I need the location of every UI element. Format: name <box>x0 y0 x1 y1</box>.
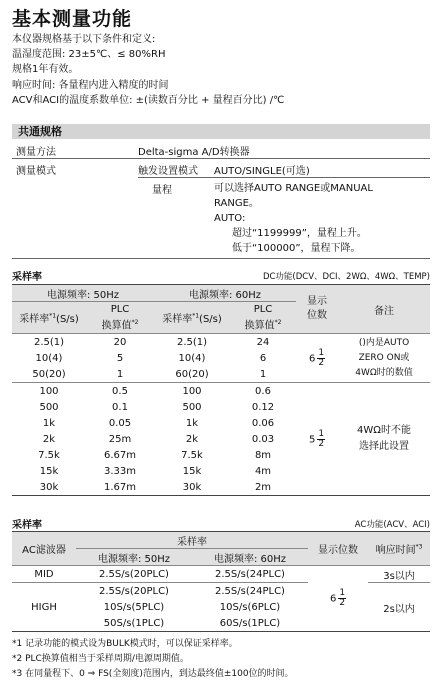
table-row <box>12 583 430 600</box>
table-cell: 1k <box>42 417 56 429</box>
header-text: 采样率 <box>162 314 193 325</box>
common-spec-heading: 共通规格 <box>12 124 430 139</box>
dc-sampling-heading: 采样率 <box>12 272 42 283</box>
table-cell: 1 <box>259 368 267 380</box>
ac-sampling-heading: 采样率 <box>12 520 42 531</box>
table-cell: 10S/s(5PLC) <box>103 601 165 613</box>
trigger-label: 触发设置模式 <box>138 166 198 177</box>
remark-text: 选择此设置 <box>359 441 409 452</box>
table-cell: 0.05 <box>108 417 132 429</box>
table-cell: 2s以内 <box>383 603 415 615</box>
range-line: AUTO: <box>214 213 246 224</box>
header-text: (S/s) <box>199 314 222 325</box>
footnote: *2 PLC换算值相当于采样周期/电源周期值。 <box>12 654 189 664</box>
table-cell: 1.67m <box>103 481 136 493</box>
table-row <box>12 566 430 583</box>
auto-down-text: 低于“100000”，量程下降。 <box>232 243 361 254</box>
intro-block <box>12 32 284 108</box>
table-cell: 15k <box>39 465 59 477</box>
footnote-mark: *2 <box>274 318 282 326</box>
footnote-mark: *1 <box>192 312 200 320</box>
dc-header-rate <box>12 302 86 334</box>
dc-digits-cell-a <box>296 334 338 383</box>
dc-digits-cell-b <box>296 383 338 496</box>
intro-line: 响应时间: 各量程内进入精度的时间 <box>12 79 169 91</box>
fraction-denominator: 2 <box>318 438 325 449</box>
method-value: Delta-sigma A/D转换器 <box>138 147 250 158</box>
fraction-denominator: 2 <box>318 357 325 368</box>
divider <box>12 158 430 159</box>
table-cell: 7.5k <box>181 449 203 461</box>
trigger-value: AUTO/SINGLE(可选) <box>214 166 310 177</box>
table-cell: 20 <box>113 336 127 348</box>
header-text: 位数 <box>307 310 327 321</box>
ac-header-60hz: 电源频率: 60Hz <box>192 549 308 566</box>
table-cell: 0.12 <box>251 401 275 413</box>
ac-digits-cell <box>308 566 368 632</box>
table-cell: 50S/s(1PLC) <box>103 617 165 629</box>
dc-remark-cell-a <box>338 334 430 383</box>
range-line: RANGE。 <box>214 198 259 209</box>
range-desc <box>214 181 373 256</box>
fraction <box>317 430 325 449</box>
table-cell: 10S/s(6PLC) <box>219 601 281 613</box>
range-line: 可以选择AUTO RANGE或MANUAL <box>214 183 373 194</box>
header-text: PLC <box>253 303 273 315</box>
digits-whole: 6 <box>308 353 316 364</box>
table-cell: 60(20) <box>175 368 209 380</box>
remark-text: 4WΩ时不能 <box>357 425 411 436</box>
table-cell: 0.5 <box>112 385 128 397</box>
table-cell: 24 <box>256 336 270 348</box>
footnote-mark: *3 <box>415 543 423 551</box>
ac-header-rate: 采样率 <box>76 532 308 549</box>
method-label: 测量方法 <box>16 147 56 158</box>
table-cell: 0.03 <box>251 433 275 445</box>
remark-text: ()内是AUTO <box>358 337 410 348</box>
table-cell: 10(4) <box>35 352 63 364</box>
footnote-mark: *1 <box>49 312 57 320</box>
table-cell: 25m <box>108 433 132 445</box>
table-cell: 2k <box>185 433 199 445</box>
table-cell: 2k <box>42 433 56 445</box>
digits-whole: 6 <box>329 593 337 605</box>
divider <box>138 177 430 178</box>
ac-sampling-table <box>12 531 430 632</box>
divider <box>12 258 430 259</box>
table-cell: 7.5k <box>38 449 60 461</box>
table-cell: 100 <box>39 385 59 397</box>
table-cell: 1 <box>116 368 124 380</box>
table-cell: 15k <box>182 465 202 477</box>
header-text: PLC <box>110 303 130 315</box>
table-cell: 30k <box>39 481 59 493</box>
intro-line: 规格1年有效。 <box>12 64 79 76</box>
header-text: 响应时间 <box>375 545 416 556</box>
ac-header-filter: AC滤波器 <box>12 532 76 566</box>
ac-function-note: AC功能(ACV、ACI) <box>354 520 430 530</box>
remark-text: ZERO ON或 <box>358 352 410 363</box>
ac-header-digits: 显示位数 <box>308 532 368 566</box>
header-text: 采样率 <box>19 314 50 325</box>
fraction-numerator: 1 <box>318 428 325 439</box>
footnote-mark: *2 <box>131 318 139 326</box>
table-cell: 10(4) <box>178 352 206 364</box>
dc-header-plc <box>230 302 296 334</box>
table-cell: 6.67m <box>103 449 136 461</box>
fraction <box>317 349 325 368</box>
ac-header-response <box>368 532 430 566</box>
dc-remark-cell-b <box>338 383 430 496</box>
table-row <box>12 383 430 400</box>
table-cell: 2.5S/s(20PLC) <box>99 585 169 597</box>
dc-header-60hz: 电源频率: 60Hz <box>154 285 296 302</box>
table-row <box>12 334 430 351</box>
header-text: 换算值 <box>244 320 275 332</box>
table-cell: 0.06 <box>251 417 275 429</box>
table-cell: 5 <box>116 352 124 364</box>
dc-function-note: DC功能(DCV、DCI、2WΩ、4WΩ、TEMP) <box>262 272 430 282</box>
table-cell: 3s以内 <box>383 570 415 582</box>
ac-header-50hz: 电源频率: 50Hz <box>76 549 192 566</box>
table-cell: HIGH <box>31 601 57 613</box>
table-cell: 0.6 <box>255 385 271 397</box>
table-cell: 60S/s(1PLC) <box>219 617 281 629</box>
table-cell: 4m <box>254 465 272 477</box>
dc-sampling-table <box>12 284 430 496</box>
digits-whole: 5 <box>308 434 316 445</box>
fraction-numerator: 1 <box>318 347 325 358</box>
intro-line: 本仪器规格基于以下条件和定义: <box>12 34 156 45</box>
fraction-denominator: 2 <box>339 598 346 608</box>
table-cell: 1k <box>185 417 199 429</box>
footnote: *3 在同量程下、0 ⇒ FS(全刻度)范围内，到达最终值±100位的时间。 <box>12 669 294 679</box>
table-cell: 0.1 <box>112 401 128 413</box>
mode-label: 测量模式 <box>16 166 56 177</box>
table-cell: 2.5S/s(20PLC) <box>99 568 169 580</box>
fraction-numerator: 1 <box>339 588 346 598</box>
dc-header-rate <box>154 302 230 334</box>
table-cell: 3.33m <box>103 465 136 477</box>
intro-line: ACV和ACI的温度系数单位: ±(读数百分比 + 量程百分比) /℃ <box>12 94 285 106</box>
table-cell: 2.5S/s(24PLC) <box>215 585 285 597</box>
table-cell: 2.5(1) <box>176 336 208 348</box>
dc-header-remarks: 备注 <box>338 285 430 334</box>
fraction <box>338 589 346 608</box>
remark-text: 4WΩ时的数值 <box>355 367 413 378</box>
header-text: 换算值 <box>101 320 132 332</box>
footnote: *1 记录功能的模式设为BULK模式时，可以保证采样率。 <box>12 639 238 649</box>
table-cell: 500 <box>39 401 59 413</box>
table-cell: 30k <box>182 481 202 493</box>
table-cell: 2.5S/s(24PLC) <box>215 568 285 580</box>
dc-header-plc <box>86 302 154 334</box>
table-cell: MID <box>34 568 54 580</box>
page-title: 基本测量功能 <box>12 8 133 30</box>
table-cell: 50(20) <box>32 368 66 380</box>
table-cell: 2m <box>254 481 272 493</box>
table-cell: 6 <box>259 352 267 364</box>
table-cell: 8m <box>254 449 272 461</box>
table-cell: 500 <box>182 401 202 413</box>
dc-header-digits <box>296 285 338 334</box>
range-label: 量程 <box>152 185 172 196</box>
table-cell: 100 <box>182 385 202 397</box>
intro-line: 温湿度范围: 23±5℃、≤ 80%RH <box>12 49 166 61</box>
header-text: 显示 <box>307 296 327 307</box>
table-cell: 2.5(1) <box>33 336 65 348</box>
auto-up-text: 超过“1199999”，量程上升。 <box>232 228 367 239</box>
header-text: (S/s) <box>56 314 79 325</box>
dc-header-50hz: 电源频率: 50Hz <box>12 285 154 302</box>
